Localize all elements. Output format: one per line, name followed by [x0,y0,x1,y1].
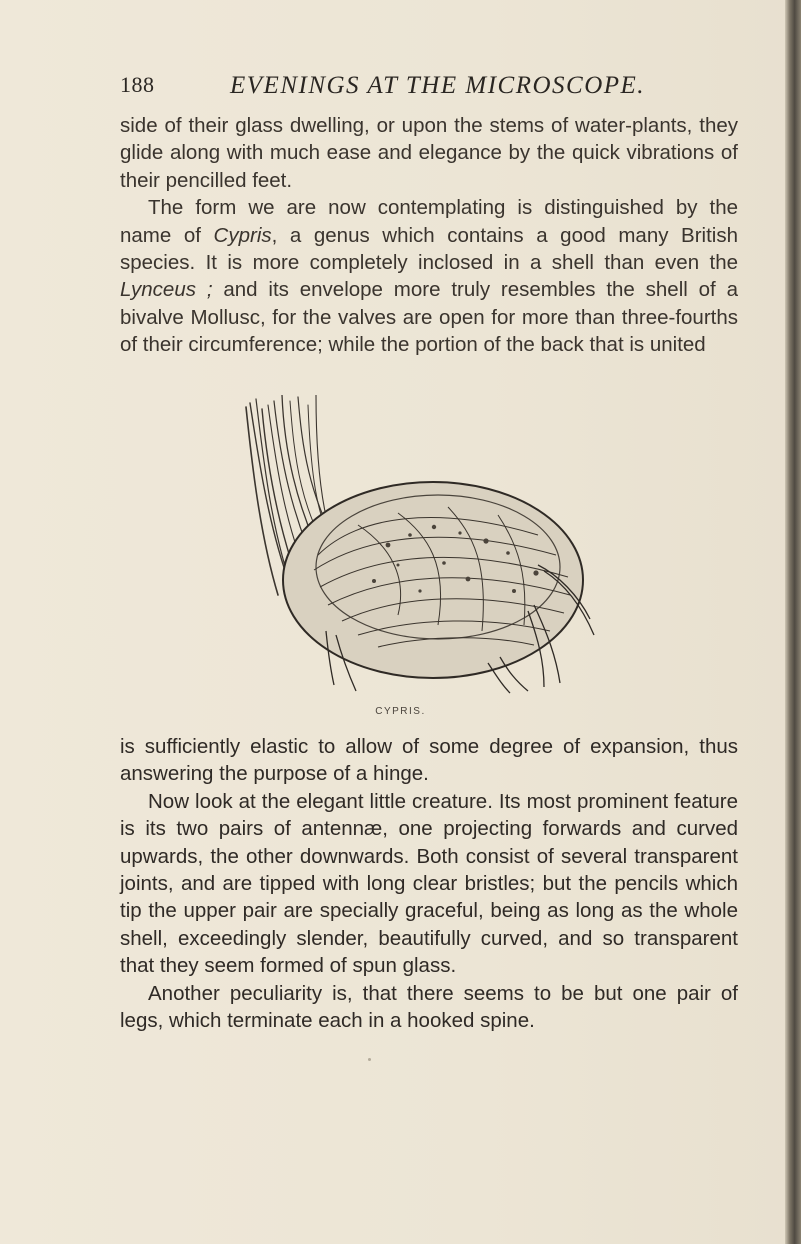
lower-text-block [120,733,738,1034]
paragraph-antennae: Now look at the elegant little creature. Its most prominent feature is its two pairs of antennæ, one projecting forwards and curved upwards, the other downwards. Both consist of several transparent joints, and are tipped with long clear bristles; but the pencils which tip the upper pair are specially graceful, being as long as the whole shell, exceedingly slender, beautifully curved, and so transparent that they seem formed of spun glass. [120,789,738,978]
paragraph-cypris-description [120,194,738,358]
page-header [120,72,740,106]
paper-speck [368,1058,371,1061]
italic-genus-name: Cypris [213,223,272,247]
paragraph-hinge: is sufficiently elastic to allow of some degree of expansion, thus answering the purpose of a hinge. [120,735,738,786]
paragraph-continuation: side of their glass dwelling, or upon the stems of water-plants, they glide along with much ease and elegance by the quick vibrations of their pencilled feet. [120,114,738,192]
upper-text-block [120,112,738,359]
paragraph-legs: Another peculiarity is, that there seems to be but one pair of legs, which terminate each in a hooked spine. [120,981,738,1033]
cypris-illustration [238,395,598,695]
italic-genus-name: Lynceus ; [120,278,213,302]
page-edge [785,0,801,1244]
text-fragment: The form we are now contemplating is distinguished by the name of [120,196,738,247]
text-fragment: and its envelope more truly resembles the shell of a bivalve Mollusc, for the valves are open for more than three-fourths of their circumference; while the portion of the back that is united [120,278,738,357]
running-head: EVENINGS AT THE MICROSCOPE. [230,72,646,99]
text-fragment: , a genus which contains a good many British species. It is more completely inclosed in a shell than even the [120,223,738,275]
page-number: 188 [120,72,155,97]
figure-caption: CYPRIS. [375,706,426,717]
